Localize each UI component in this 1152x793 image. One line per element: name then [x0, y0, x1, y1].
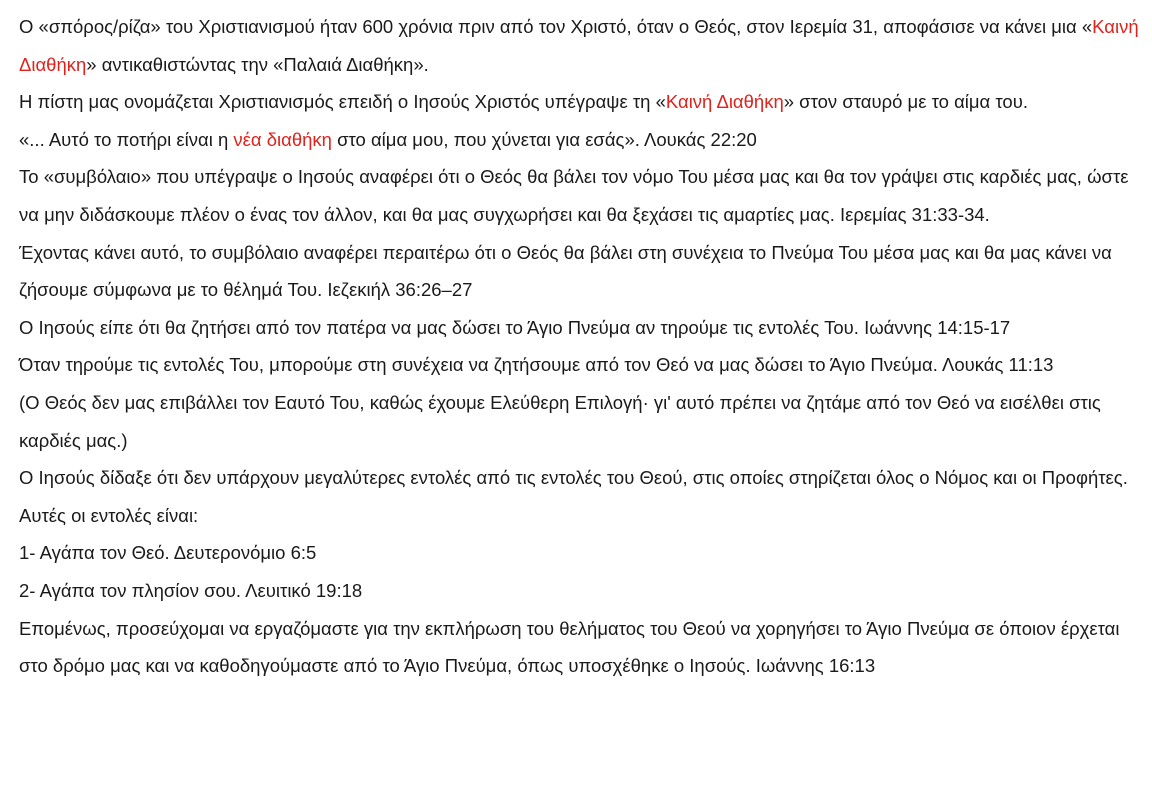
text-segment: Ο Ιησούς είπε ότι θα ζητήσει από τον πατέρα να μας δώσει το Άγιο Πνεύμα αν τηρούμε τις εντολές Του. Ιωάννης 14:15-17 — [19, 316, 1011, 338]
paragraph — [19, 83, 1142, 121]
paragraph — [19, 534, 1142, 572]
highlighted-phrase: Καινή Διαθήκη — [19, 16, 1139, 75]
text-segment: 2- Αγάπα τον πλησίον σου. Λευιτικό 19:18 — [19, 579, 363, 601]
paragraph — [19, 384, 1142, 459]
paragraph — [19, 121, 1142, 159]
text-segment: Το «συμβόλαιο» που υπέγραψε ο Ιησούς αναφέρει ότι ο Θεός θα βάλει τον νόμο Του μέσα μας και θα τον γράψει στις καρδιές μας, ώστε να μην διδάσκουμε πλέον ο ένας τον άλλον, και θα μας συγχωρήσει και θα ξεχάσει τις αμαρτίες μας. Ιερεμίας 31:33-34. — [19, 166, 1129, 225]
text-segment: Ο Ιησούς δίδαξε ότι δεν υπάρχουν μεγαλύτερες εντολές από τις εντολές του Θεού, στις οποίες στηρίζεται όλος ο Νόμος και οι Προφήτες. Αυτές οι εντολές είναι: — [19, 467, 1128, 526]
text-segment: «... Αυτό το ποτήρι είναι η — [19, 128, 234, 150]
text-segment: Επομένως, προσεύχομαι να εργαζόμαστε για την εκπλήρωση του θελήματος του Θεού να χορηγήσει το Άγιο Πνεύμα σε όποιον έρχεται στο δρόμο μας και να καθοδηγούμαστε από το Άγιο Πνεύμα, όπως υποσχέθηκε ο Ιησούς. Ιωάννης 16:13 — [19, 617, 1120, 677]
text-segment: Ο «σπόρος/ρίζα» του Χριστιανισμού ήταν 600 χρόνια πριν από τον Χριστό, όταν ο Θεός, στον Ιερεμία 31, αποφάσισε να κάνει μια « — [19, 16, 1093, 37]
text-segment: 1- Αγάπα τον Θεό. Δευτερονόμιο 6:5 — [19, 542, 317, 564]
highlighted-phrase: Καινή Διαθήκη — [665, 91, 784, 113]
text-segment: Έχοντας κάνει αυτό, το συμβόλαιο αναφέρει περαιτέρω ότι ο Θεός θα βάλει στη συνέχεια το Πνεύμα Του μέσα μας και θα μας κάνει να ζήσουμε σύμφωνα με το θέλημά Του. Ιεζεκιήλ 36:26–27 — [19, 241, 1112, 301]
text-segment: Η πίστη μας ονομάζεται Χριστιανισμός επειδή ο Ιησούς Χριστός υπέγραψε τη « — [19, 91, 666, 113]
paragraph — [19, 610, 1142, 685]
paragraph — [19, 459, 1142, 534]
text-segment: » αντικαθιστώντας την «Παλαιά Διαθήκη». — [86, 53, 429, 75]
text-segment: » στον σταυρό με το αίμα του. — [783, 91, 1028, 113]
paragraph — [19, 346, 1142, 384]
text-segment: στο αίμα μου, που χύνεται για εσάς». Λουκάς 22:20 — [331, 128, 757, 150]
highlighted-phrase: νέα διαθήκη — [233, 128, 332, 150]
paragraph — [19, 8, 1142, 83]
paragraph — [19, 572, 1142, 610]
text-segment: (Ο Θεός δεν μας επιβάλλει τον Εαυτό Του, καθώς έχουμε Ελεύθερη Επιλογή· γι' αυτό πρέπει να ζητάμε από τον Θεό να εισέλθει στις καρδιές μας.) — [19, 391, 1101, 451]
paragraph — [19, 309, 1142, 347]
paragraph — [19, 234, 1142, 309]
paragraph — [19, 158, 1142, 233]
text-segment: Όταν τηρούμε τις εντολές Του, μπορούμε στη συνέχεια να ζητήσουμε από τον Θεό να μας δώσει το Άγιο Πνεύμα. Λουκάς 11:13 — [19, 354, 1054, 376]
